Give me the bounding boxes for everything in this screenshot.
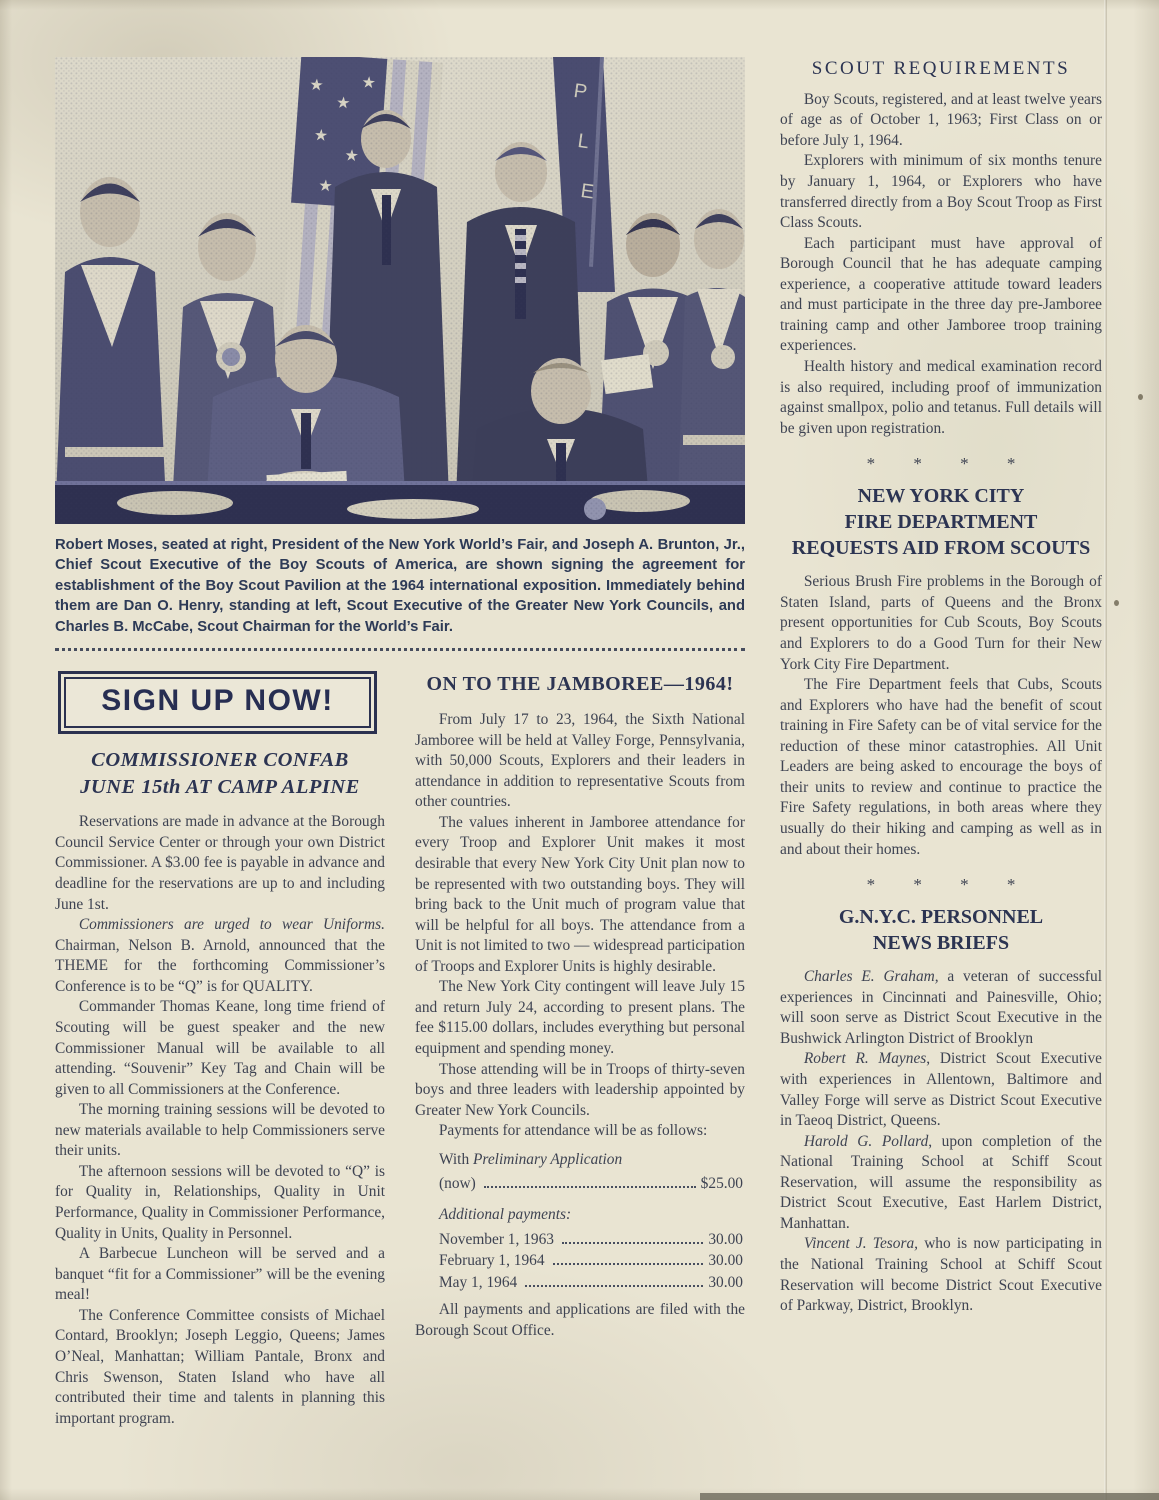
dot-leader — [525, 1285, 703, 1287]
fire-department-body — [780, 572, 1102, 860]
additional-payments-label: Additional payments: — [439, 1205, 572, 1223]
left-block — [55, 57, 745, 1429]
halftone-overlay — [55, 57, 745, 524]
payment-row: February 1, 1964 30.00 — [439, 1252, 743, 1270]
jamboree-closing — [415, 1300, 745, 1341]
payment-now-row: (now) $25.00 — [439, 1175, 743, 1193]
confab-body — [55, 812, 385, 1429]
scout-requirements-body — [780, 90, 1102, 440]
paragraph: The Fire Department feels that Cubs, Scouts and Explorers who have had the benefit of scout training in Fire Safety can be of vital service for the reduction of these minor catastrophies. All Unit Leaders are being asked to encourage the boys of their units to review and continue to practice the Fire Safety regulations, in both areas where they usually do their hiking and camping as well as in and about their homes. — [780, 676, 1102, 858]
paragraph: A Barbecue Luncheon will be served and a banquet “fit for a Commissioner” will be the evening meal! — [55, 1245, 385, 1304]
paragraph: Reservations are made in advance at the Borough Council Service Center or through your own District Commissioner. A $3.00 fee is payable in advance and deadline for the reservations are up to and including June 1st. — [55, 813, 385, 913]
confab-headline: COMMISSIONER CONFAB JUNE 15th AT CAMP ALPINE — [80, 749, 360, 798]
jamboree-headline: ON TO THE JAMBOREE—1964! — [426, 673, 734, 696]
dot-leader — [553, 1263, 704, 1265]
paragraph: All payments and applications are filed with the Borough Scout Office. — [415, 1301, 745, 1339]
personnel-headline: G.N.Y.C. PERSONNEL NEWS BRIEFS — [838, 906, 1044, 955]
paragraph: The New York City contingent will leave July 15 and return July 24, according to present plans. The fee $115.00 dollars, includes everything but personal equipment and spending money. — [415, 978, 745, 1058]
paper-speck — [1114, 600, 1119, 606]
paragraph: Vincent J. Tesora, who is now participating in the National Training School at Schiff Scout Reservation will become District Scout Executive of Parkway, District, Brooklyn. — [780, 1235, 1103, 1315]
paragraph: Those attending will be in Troops of thirty-seven boys and three leaders with leadership appointed by Greater New York Councils. — [415, 1060, 745, 1119]
photo-illustration — [55, 57, 745, 524]
asterisk-separator: * * * * — [866, 454, 1016, 474]
page-edge-shadow — [700, 1493, 1159, 1500]
fire-department-headline: NEW YORK CITY FIRE DEPARTMENT REQUESTS AID FROM SCOUTS — [791, 485, 1091, 560]
paper-crease — [1104, 0, 1107, 1500]
jamboree-body — [415, 710, 745, 1142]
paragraph: Explorers with minimum of six months tenure by January 1, 1964, or Explorers who have transferred directly from a Boy Scout Troop as First Class Scouts. — [780, 152, 1102, 232]
dotted-divider — [55, 648, 745, 651]
paragraph: Each participant must have approval of Borough Council that he has adequate camping experience, a cooperative attitude toward leaders and must participate in the three day pre-Jamboree training camp and other Jamboree troop training experiences. — [780, 234, 1102, 355]
photo-caption: Robert Moses, seated at right, President of the New York World’s Fair, and Joseph A. Brunton, Jr., Chief Scout Executive of the Boy Scouts of America, are shown signing the agreement for establishment of the Boy Scout Pavilion at the 1964 international exposition. Immediately behind them are Dan O. Henry, standing at left, Scout Executive of the Greater New York Councils, and Charles B. McCabe, Scout Chairman for the World’s Fair. — [55, 537, 745, 635]
paragraph: Commissioners are urged to wear Uniforms. Chairman, Nelson B. Arnold, announced that the THEME for the forthcoming Commissioner’s Conference is to be “Q” is for QUALITY. — [55, 916, 385, 995]
paragraph: Health history and medical examination record is also required, including proof of immunization against smallpox, polio and tetanus. Full details will be given upon registration. — [780, 358, 1102, 437]
paper-speck — [1138, 394, 1143, 400]
paragraph: The afternoon sessions will be devoted to “Q” is for Quality in, Relationships, Quality in Unit Performance, Quality in Commissioner Performance, Quality in Units, Quality in Personnel. — [55, 1162, 385, 1242]
paragraph: Serious Brush Fire problems in the Borough of Staten Island, parts of Queens and the Bronx present opportunities for Cub Scouts, Boy Scouts and Explorers to do a Good Turn for their New York City Fire Department. — [780, 573, 1102, 673]
sign-up-banner — [58, 671, 377, 734]
paragraph: The values inherent in Jamboree attendance for every Troop and Explorer Unit makes it most desirable that every New York City Unit plan now to be represented with two outstanding boys. They will bring back to the Unit much of program value that will be helpful for all boys. The attendance from a Unit is not limited to two — widespread participation of Troops and Explorer Units is highly desirable. — [415, 813, 745, 975]
paragraph: Robert R. Maynes, District Scout Executive with experiences in Allentown, Baltimore and Valley Forge will serve as District Scout Executive in Taeoq District, Queens. — [780, 1050, 1102, 1130]
right-column — [780, 57, 1102, 1429]
scout-requirements-headline: SCOUT REQUIREMENTS — [811, 58, 1071, 79]
signing-ceremony-photo — [55, 57, 745, 524]
paragraph: The morning training sessions will be devoted to new materials available to help Commissioners serve their units. — [55, 1101, 385, 1160]
paragraph: The Conference Committee consists of Michael Contard, Brooklyn; Joseph Leggio, Queens; James O’Neal, Manhattan; William Pantale, Bronx and Chris Swenson, Staten Island who have all contributed their time and talents in planning this important program. — [55, 1306, 385, 1427]
paragraph: Charles E. Graham, a veteran of successful experiences in Cincinnati and Painesville, Ohio; will soon serve as District Scout Executive in the Bushwick Arlington District of Brooklyn — [780, 968, 1102, 1047]
paragraph: Payments for attendance will be as follows: — [438, 1122, 708, 1140]
personnel-body — [780, 967, 1102, 1317]
payment-row: November 1, 1963 30.00 — [439, 1230, 743, 1248]
payment-schedule — [439, 1149, 743, 1293]
paragraph: Boy Scouts, registered, and at least twelve years of age as of October 1, 1963; First Class on or before July 1, 1964. — [780, 90, 1102, 149]
dot-leader — [562, 1242, 703, 1244]
paragraph: Commander Thomas Keane, long time friend of Scouting will be guest speaker and the new Commissioner Manual will be available to all attending. “Souvenir” Key Tag and Chain will be given to all Commissioners at the Conference. — [55, 998, 385, 1098]
paragraph: Harold G. Pollard, upon completion of the National Training School at Schiff Scout Reservation, will assume the responsibility as District Scout Executive, East Harlem District, Manhattan. — [780, 1132, 1102, 1232]
payment-rows — [439, 1229, 743, 1294]
column-jamboree — [415, 668, 745, 1429]
sign-up-title: SIGN UP NOW! — [101, 684, 334, 718]
paragraph: From July 17 to 23, 1964, the Sixth National Jamboree will be held at Valley Forge, Pennsylvania, with 50,000 Scouts, Explorers and their leaders in attendance in addition to representative Scouts from other countries. — [415, 711, 745, 811]
sign-up-banner-inner — [64, 677, 371, 728]
dot-leader — [484, 1186, 696, 1188]
payment-row: May 1, 1964 30.00 — [439, 1273, 743, 1291]
payment-first-line: With Preliminary Application — [439, 1150, 623, 1168]
column-confab — [55, 668, 385, 1429]
asterisk-separator: * * * * — [866, 875, 1016, 895]
